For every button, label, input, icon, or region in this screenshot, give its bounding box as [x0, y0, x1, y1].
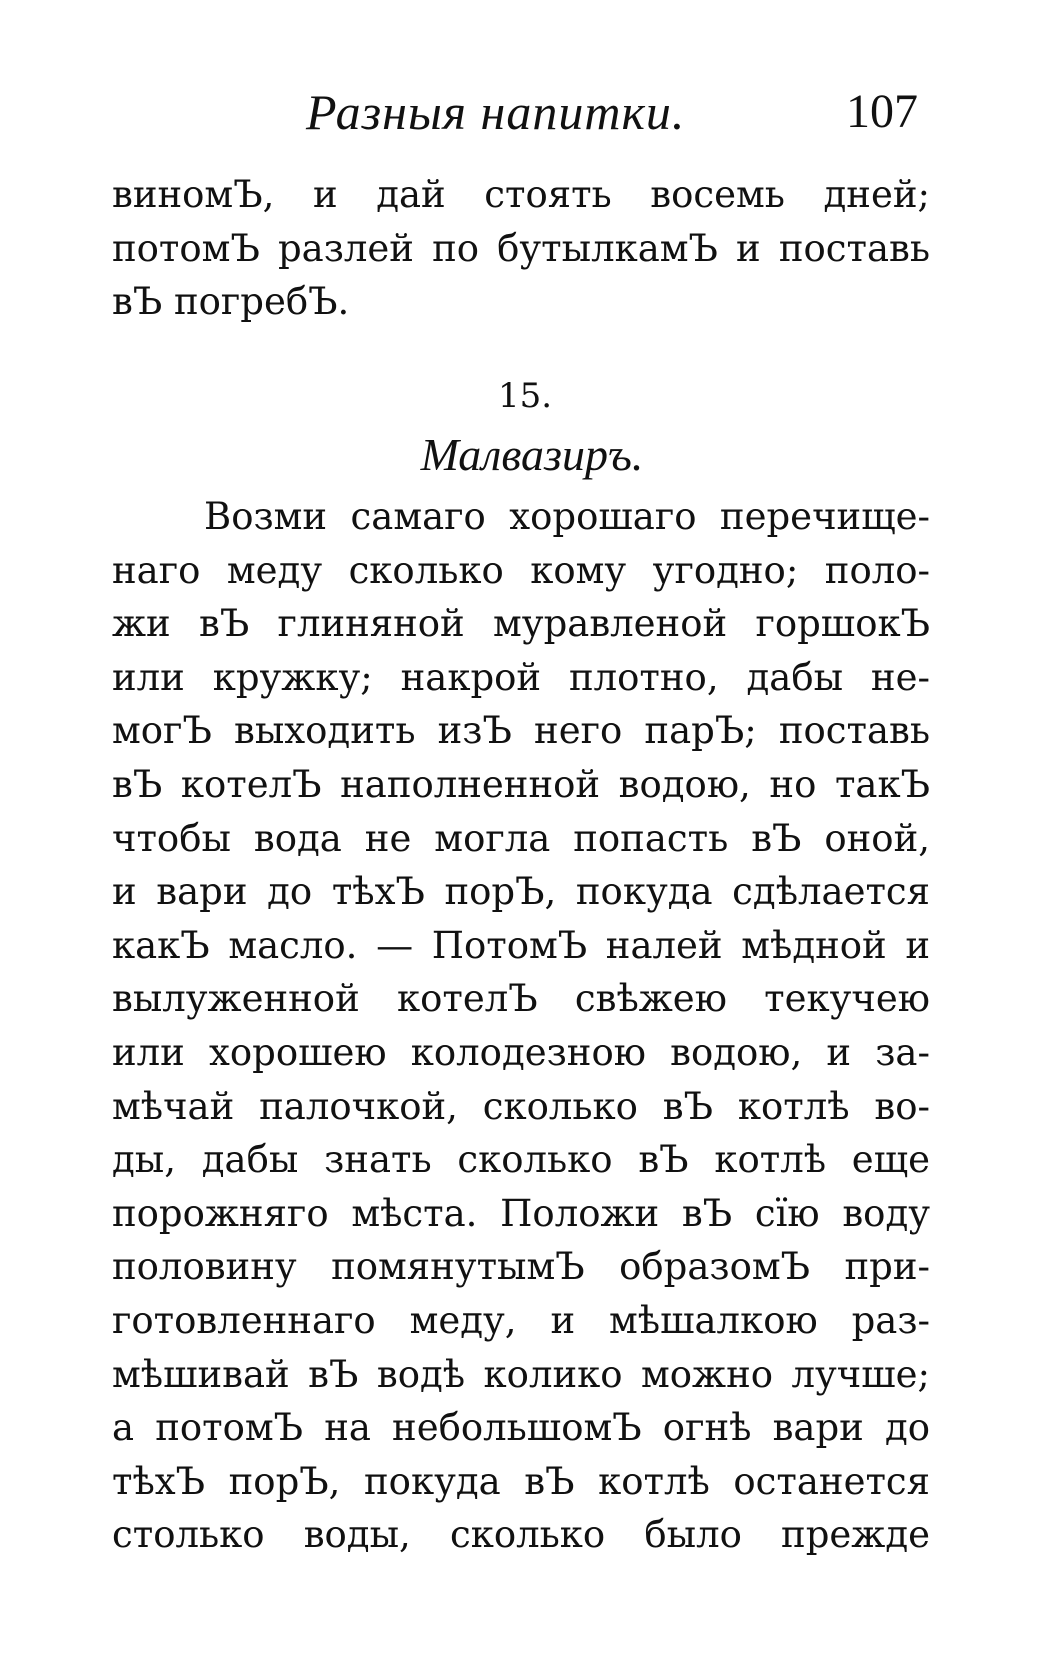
text-line: или хорошею колодезною водою, и за- — [112, 1030, 930, 1074]
text-line: чтобы вода не могла попасть вЪ оной, — [112, 816, 930, 860]
text-line: готовленнаго меду, и мѣшалкою раз- — [112, 1298, 930, 1342]
text-line: какЪ масло. — ПотомЪ налей мѣдной и — [112, 923, 930, 967]
section-title: Малвазиръ. — [420, 429, 644, 480]
text-line: ды, дабы знать сколько вЪ котлѣ еще — [112, 1138, 930, 1182]
text-line: и вари до тѣхЪ порЪ, покуда сдѣлается — [112, 870, 930, 914]
text-line: вылуженной котелЪ свѣжею текучею — [112, 977, 930, 1021]
text-line: вЪ котелЪ наполненной водою, но такЪ — [112, 762, 930, 806]
text-line: наго меду сколько кому угодно; поло- — [112, 548, 930, 592]
text-line: виномЪ, и дай стоять восемь дней; — [112, 173, 930, 216]
page-number: 107 — [846, 85, 918, 138]
text-line: или кружку; накрой плотно, дабы не- — [112, 655, 930, 699]
text-line: потомЪ разлей по бутылкамЪ и поставь — [112, 226, 930, 270]
continuation-paragraph — [112, 168, 930, 329]
running-head — [118, 82, 928, 142]
text-line: вЪ погребЪ. — [112, 280, 350, 324]
text-line: мѣчай палочкой, сколько вЪ котлѣ во- — [112, 1084, 930, 1128]
text-line: Возми самаго хорошаго перечище- — [204, 495, 930, 538]
text-line: а потомЪ на небольшомЪ огнѣ вари до — [112, 1406, 930, 1450]
text-line: половину помянутымЪ образомЪ при- — [112, 1245, 930, 1289]
text-line: тѣхЪ порЪ, покуда вЪ котлѣ останется — [112, 1459, 930, 1503]
section-number: 15. — [497, 376, 553, 416]
text-line: мѣшивай вЪ водѣ колико можно лучше; — [112, 1352, 930, 1396]
recipe-paragraph — [112, 490, 930, 1562]
text-line: могЪ выходить изЪ него парЪ; поставь — [112, 709, 930, 753]
text-line: столько воды, сколько было прежде — [112, 1513, 930, 1557]
text-line: порожняго мѣста. Положи вЪ сїю воду — [112, 1191, 930, 1235]
text-line: жи вЪ глиняной муравленой горшокЪ — [112, 602, 930, 646]
running-title: Разныя напитки. — [306, 84, 686, 140]
